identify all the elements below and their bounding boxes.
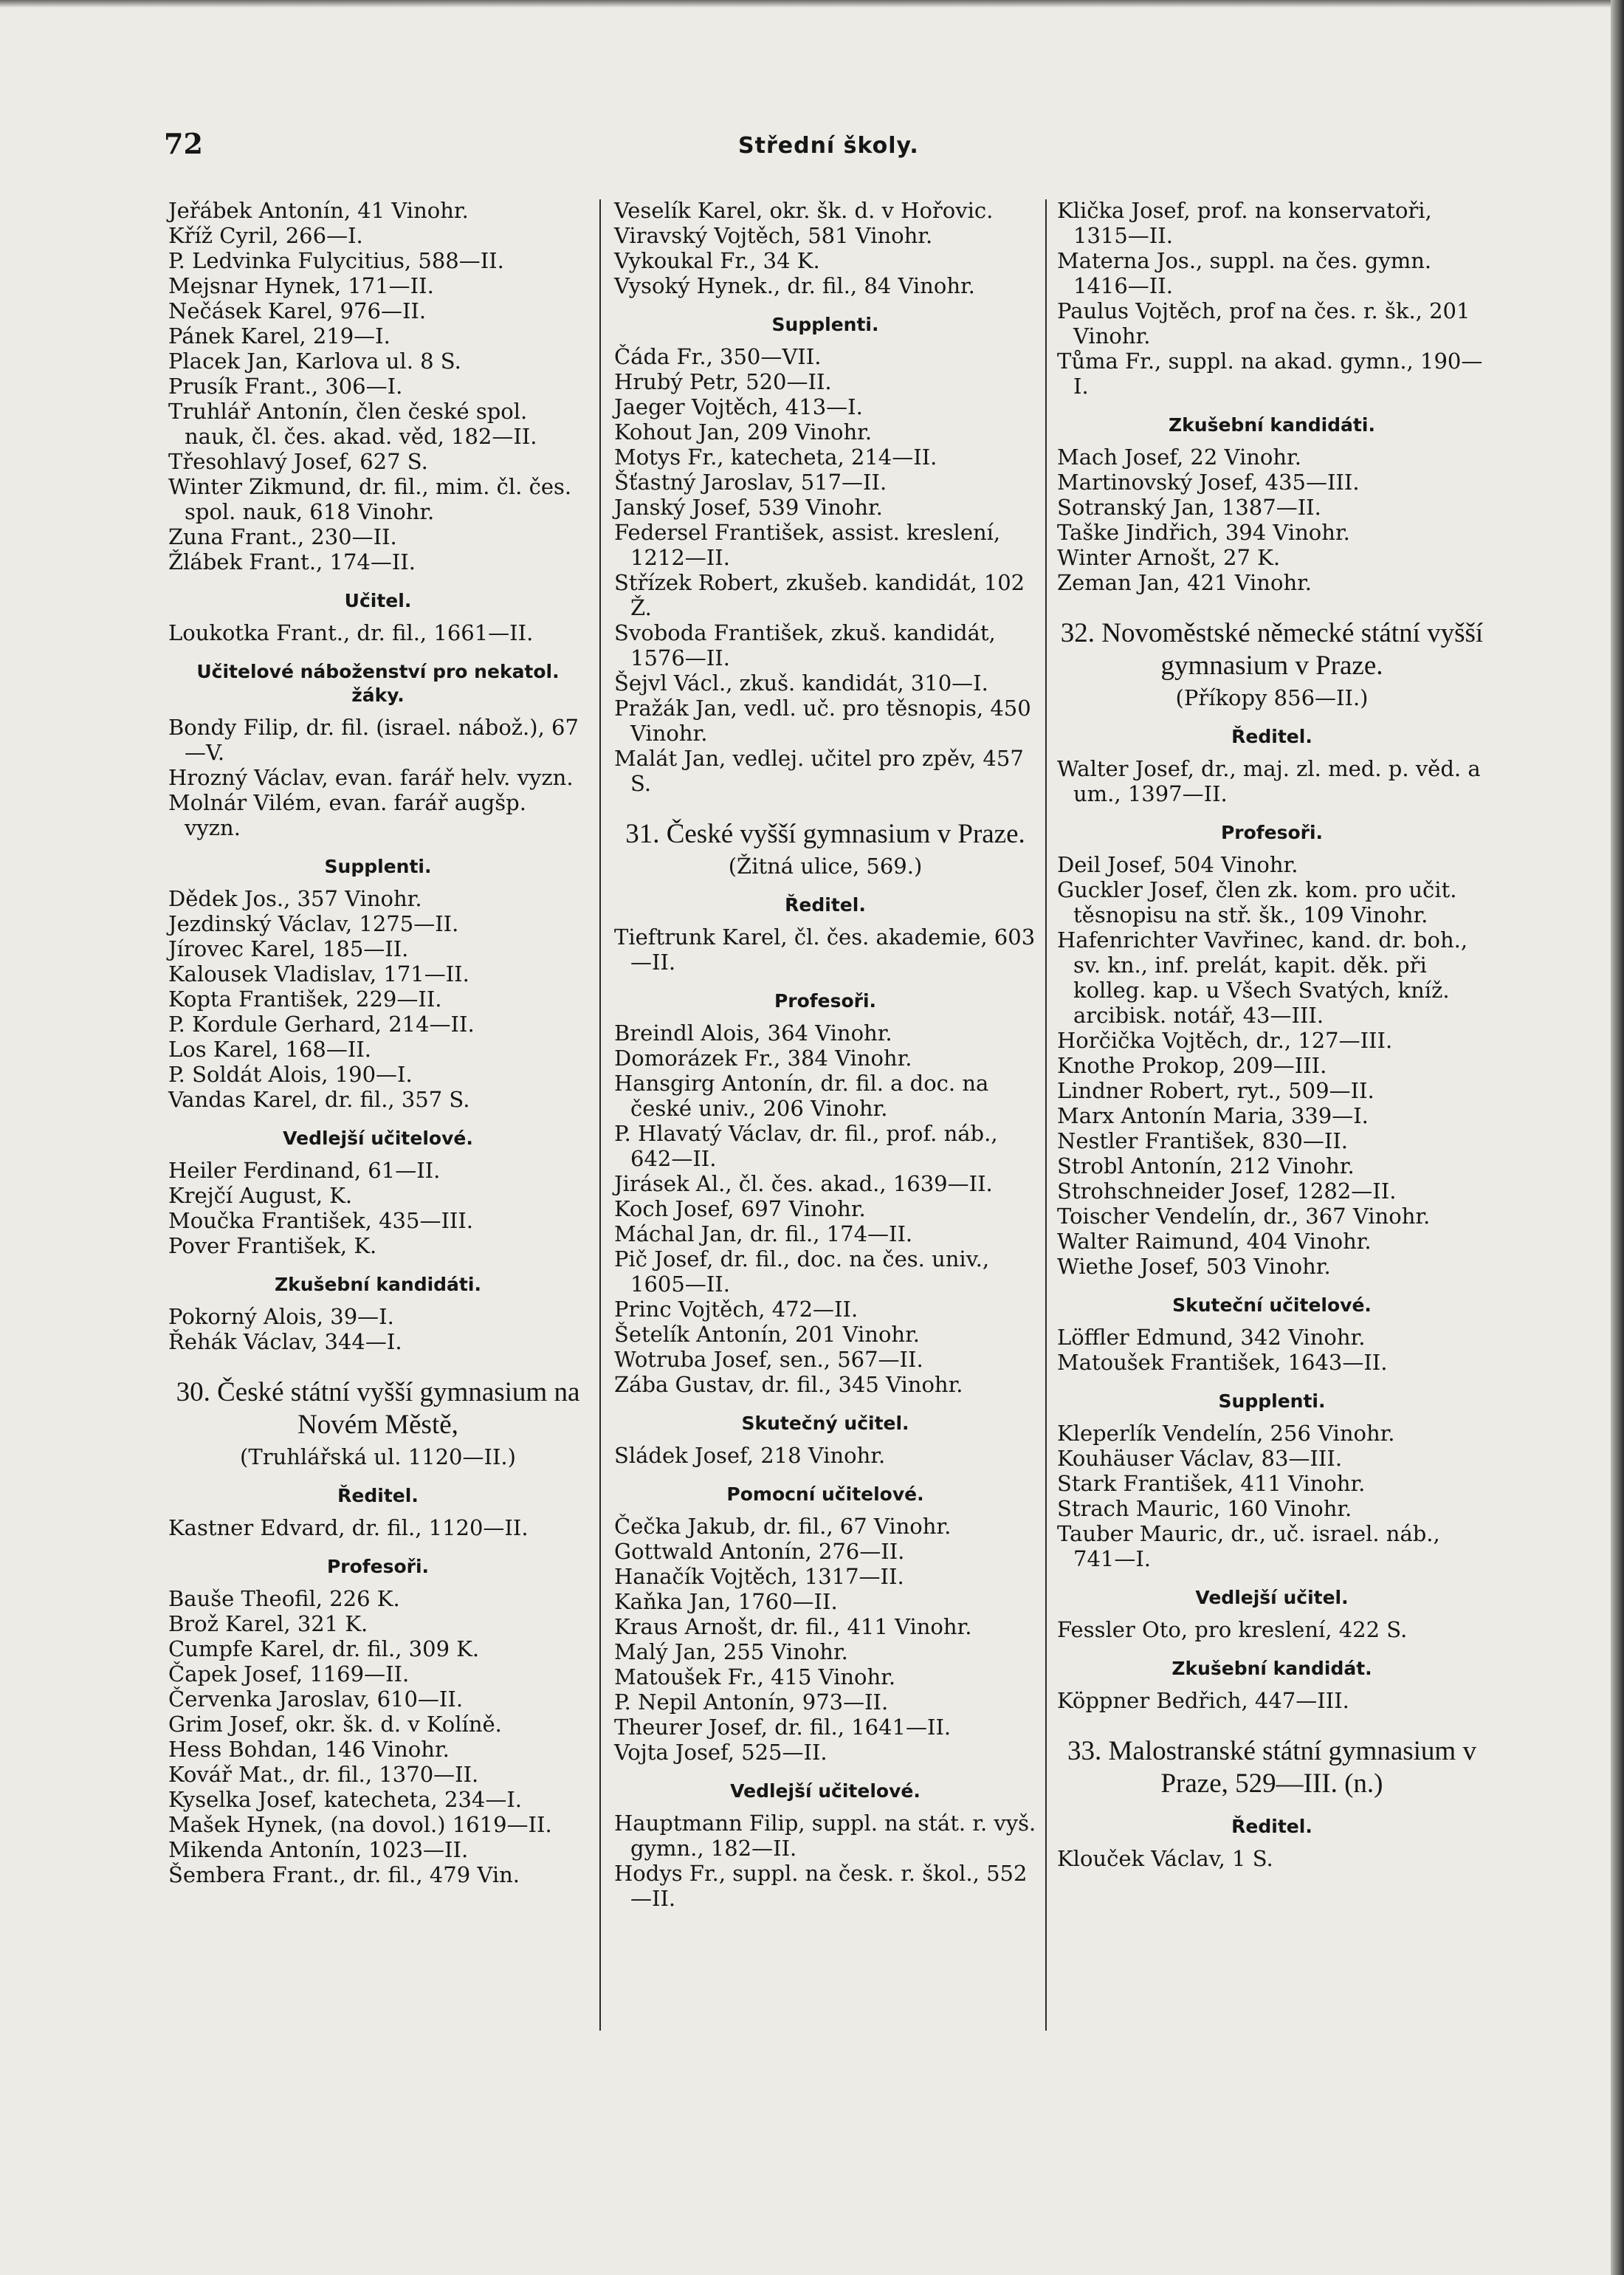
directory-entry: Jírovec Karel, 185—II.	[168, 936, 409, 961]
section-subheading: Supplenti.	[324, 856, 432, 877]
directory-entry: Klouček Václav, 1 S.	[1057, 1846, 1273, 1871]
section-subheading: Supplenti.	[1218, 1390, 1326, 1412]
section-subheading: Zkušební kandidát.	[1171, 1658, 1372, 1679]
directory-entry: Paulus Vojtěch, prof na čes. r. šk., 201 Vinohr.	[1057, 298, 1470, 349]
directory-entry: Sotranský Jan, 1387—II.	[1057, 495, 1321, 520]
directory-entry: Stark František, 411 Vinohr.	[1057, 1471, 1366, 1496]
section-subheading: Supplenti.	[771, 314, 879, 335]
directory-entry: Walter Raimund, 404 Vinohr.	[1057, 1229, 1372, 1254]
directory-entry: Grim Josef, okr. šk. d. v Kolíně.	[168, 1712, 502, 1737]
directory-entry: Jirásek Al., čl. čes. akad., 1639—II.	[614, 1171, 993, 1196]
directory-entry: Hanačík Vojtěch, 1317—II.	[614, 1564, 904, 1589]
directory-entry: Čapek Josef, 1169—II.	[168, 1661, 410, 1686]
directory-entry: Kříž Cyril, 266—I.	[168, 223, 363, 248]
section-subheading: Učitel.	[344, 590, 412, 611]
school-address: (Žitná ulice, 569.)	[728, 854, 923, 879]
directory-entry: Walter Josef, dr., maj. zl. med. p. věd. a um., 1397—II.	[1057, 756, 1481, 806]
directory-entry: Hodys Fr., suppl. na česk. r. škol., 552—II.	[614, 1861, 1028, 1911]
directory-entry: Tauber Mauric, dr., uč. israel. náb., 741—I.	[1057, 1521, 1440, 1571]
directory-entry: Löffler Edmund, 342 Vinohr.	[1057, 1325, 1366, 1350]
directory-entry: Mikenda Antonín, 1023—II.	[168, 1837, 469, 1862]
directory-entry: Červenka Jaroslav, 610—II.	[168, 1686, 464, 1712]
directory-entry: Horčička Vojtěch, dr., 127—III.	[1057, 1028, 1393, 1053]
directory-entry: Lindner Robert, ryt., 509—II.	[1057, 1078, 1374, 1103]
directory-entry: Knothe Prokop, 209—III.	[1057, 1053, 1327, 1078]
directory-entry: Martinovský Josef, 435—III.	[1057, 470, 1360, 495]
directory-entry: Matoušek Fr., 415 Vinohr.	[614, 1664, 896, 1689]
directory-entry: Fessler Oto, pro kreslení, 422 S.	[1057, 1617, 1408, 1642]
directory-entry: Toischer Vendelín, dr., 367 Vinohr.	[1057, 1204, 1431, 1229]
directory-entry: Placek Jan, Karlova ul. 8 S.	[168, 349, 461, 374]
directory-entry: Pánek Karel, 219—I.	[168, 323, 390, 349]
directory-entry: P. Ledvinka Fulycitius, 588—II.	[168, 248, 504, 273]
directory-entry: Nestler František, 830—II.	[1057, 1128, 1349, 1153]
directory-entry: Klička Josef, prof. na konservatoři, 1315—II.	[1057, 198, 1432, 248]
school-address: (Příkopy 856—II.)	[1175, 685, 1369, 710]
school-heading: 33. Malostranské státní gymnasium v Praze, 529—III. (n.)	[1067, 1736, 1476, 1799]
directory-entry: P. Kordule Gerhard, 214—II.	[168, 1012, 475, 1037]
directory-entry: Kovář Mat., dr. fil., 1370—II.	[168, 1762, 479, 1787]
directory-entry: Molnár Vilém, evan. farář augšp. vyzn.	[168, 790, 526, 840]
directory-entry: Kouhäuser Václav, 83—III.	[1057, 1446, 1343, 1471]
directory-entry: Šejvl Václ., zkuš. kandidát, 310—I.	[614, 670, 988, 696]
directory-entry: Kohout Jan, 209 Vinohr.	[614, 419, 873, 445]
directory-entry: Kastner Edvard, dr. fil., 1120—II.	[168, 1515, 529, 1540]
directory-entry: Gottwald Antonín, 276—II.	[614, 1539, 905, 1564]
directory-entry: Malát Jan, vedlej. učitel pro zpěv, 457 S.	[614, 746, 1024, 796]
directory-entry: Kraus Arnošt, dr. fil., 411 Vinohr.	[614, 1614, 972, 1639]
directory-entry: Žlábek Frant., 174—II.	[168, 549, 416, 574]
directory-entry: P. Nepil Antonín, 973—II.	[614, 1689, 889, 1715]
section-subheading: Profesoři.	[326, 1556, 430, 1577]
directory-entry: Koch Josef, 697 Vinohr.	[614, 1196, 866, 1221]
section-subheading: Skuteční učitelové.	[1172, 1294, 1372, 1316]
directory-entry: Deil Josef, 504 Vinohr.	[1057, 852, 1298, 877]
directory-entry: Hansgirg Antonín, dr. fil. a doc. na české univ., 206 Vinohr.	[614, 1071, 989, 1121]
directory-entry: Jaeger Vojtěch, 413—I.	[614, 394, 863, 419]
school-heading: 32. Novoměstské německé státní vyšší gymnasium v Praze.	[1060, 618, 1484, 681]
directory-entry: Třesohlavý Josef, 627 S.	[168, 449, 428, 474]
directory-entry: Vandas Karel, dr. fil., 357 S.	[168, 1087, 470, 1112]
section-subheading: Ředitel.	[1231, 1816, 1312, 1837]
directory-entry: Střízek Robert, zkušeb. kandidát, 102 Ž.	[614, 570, 1025, 620]
directory-entry: Veselík Karel, okr. šk. d. v Hořovic.	[614, 198, 994, 223]
directory-entry: Bauše Theofil, 226 K.	[168, 1586, 400, 1611]
section-subheading: Ředitel.	[1231, 726, 1312, 747]
directory-entry: Köppner Bedřich, 447—III.	[1057, 1688, 1349, 1713]
directory-entry: Viravský Vojtěch, 581 Vinohr.	[614, 223, 933, 248]
directory-entry: Theurer Josef, dr. fil., 1641—II.	[614, 1715, 952, 1740]
directory-entry: Taške Jindřich, 394 Vinohr.	[1057, 520, 1350, 545]
running-header: Střední školy.	[738, 133, 919, 159]
directory-entry: Strach Mauric, 160 Vinohr.	[1057, 1496, 1352, 1521]
directory-entry: Máchal Jan, dr. fil., 174—II.	[614, 1221, 913, 1246]
directory-entry: Princ Vojtěch, 472—II.	[614, 1297, 859, 1322]
directory-entry: Kopta František, 229—II.	[168, 986, 442, 1012]
school-heading: 30. České státní vyšší gymnasium na Novém Městě,	[176, 1377, 580, 1440]
section-subheading: Ředitel.	[785, 894, 866, 916]
directory-entry: Winter Arnošt, 27 K.	[1057, 545, 1281, 570]
scan-edge-top	[0, 0, 1624, 7]
directory-entry: Sládek Josef, 218 Vinohr.	[614, 1443, 886, 1468]
directory-entry: Vykoukal Fr., 34 K.	[614, 248, 820, 273]
directory-entry: Dědek Jos., 357 Vinohr.	[168, 886, 422, 911]
directory-entry: Wotruba Josef, sen., 567—II.	[614, 1347, 923, 1372]
section-subheading: Učitelové náboženství pro nekatol. žáky.	[196, 661, 560, 706]
directory-entry: Strohschneider Josef, 1282—II.	[1057, 1178, 1397, 1204]
directory-entry: Jeřábek Antonín, 41 Vinohr.	[168, 198, 469, 223]
section-subheading: Skutečný učitel.	[741, 1413, 909, 1434]
directory-entry: Hess Bohdan, 146 Vinohr.	[168, 1737, 450, 1762]
directory-entry: Pover František, K.	[168, 1233, 377, 1258]
directory-entry: Motys Fr., katecheta, 214—II.	[614, 445, 937, 470]
directory-entry: Domorázek Fr., 384 Vinohr.	[614, 1046, 912, 1071]
directory-entry: Pokorný Alois, 39—I.	[168, 1304, 394, 1329]
directory-entry: Cumpfe Karel, dr. fil., 309 K.	[168, 1636, 480, 1661]
directory-entry: Kalousek Vladislav, 171—II.	[168, 961, 469, 986]
directory-entry: Wiethe Josef, 503 Vinohr.	[1057, 1254, 1331, 1279]
directory-entry: Los Karel, 168—II.	[168, 1037, 371, 1062]
directory-entry: Šťastný Jaroslav, 517—II.	[614, 470, 887, 495]
section-subheading: Ředitel.	[337, 1485, 419, 1506]
section-subheading: Pomocní učitelové.	[726, 1483, 924, 1505]
column-divider	[1045, 199, 1047, 2031]
directory-entry: Zába Gustav, dr. fil., 345 Vinohr.	[614, 1372, 963, 1397]
directory-entry: Tůma Fr., suppl. na akad. gymn., 190—I.	[1057, 349, 1483, 399]
directory-entry: Jezdinský Václav, 1275—II.	[168, 911, 459, 936]
directory-entry: Šetelík Antonín, 201 Vinohr.	[614, 1322, 920, 1347]
directory-entry: Strobl Antonín, 212 Vinohr.	[1057, 1153, 1355, 1178]
directory-entry: Prusík Frant., 306—I.	[168, 374, 403, 399]
directory-entry: Matoušek František, 1643—II.	[1057, 1350, 1388, 1375]
directory-entry: Bondy Filip, dr. fil. (israel. nábož.), 67—V.	[168, 715, 579, 765]
column-divider	[599, 199, 601, 2031]
directory-entry: Vojta Josef, 525—II.	[614, 1740, 828, 1765]
directory-entry: Winter Zikmund, dr. fil., mim. čl. čes. spol. nauk, 618 Vinohr.	[168, 474, 572, 524]
directory-entry: Hrubý Petr, 520—II.	[614, 369, 832, 394]
section-subheading: Vedlejší učitelové.	[730, 1780, 921, 1802]
directory-entry: Čáda Fr., 350—VII.	[614, 344, 822, 369]
directory-entry: Zeman Jan, 421 Vinohr.	[1057, 570, 1312, 595]
school-heading: 31. České vyšší gymnasium v Praze.	[625, 819, 1025, 849]
directory-entry: Truhlář Antonín, člen české spol. nauk, čl. čes. akad. věd, 182—II.	[168, 399, 537, 449]
directory-entry: Heiler Ferdinand, 61—II.	[168, 1158, 441, 1183]
directory-entry: Svoboda František, zkuš. kandidát, 1576—II.	[614, 620, 996, 670]
directory-entry: Šembera Frant., dr. fil., 479 Vin.	[168, 1862, 520, 1887]
section-subheading: Vedlejší učitel.	[1195, 1587, 1349, 1608]
scan-edge-right	[1611, 0, 1624, 2275]
section-subheading: Zkušební kandidáti.	[275, 1274, 481, 1295]
directory-entry: Brož Karel, 321 K.	[168, 1611, 368, 1636]
directory-entry: Kaňka Jan, 1760—II.	[614, 1589, 838, 1614]
directory-entry: Čečka Jakub, dr. fil., 67 Vinohr.	[614, 1514, 952, 1539]
school-address: (Truhlářská ul. 1120—II.)	[240, 1444, 516, 1469]
directory-entry: Hauptmann Filip, suppl. na stát. r. vyš. gymn., 182—II.	[614, 1811, 1036, 1861]
directory-entry: Krejčí August, K.	[168, 1183, 353, 1208]
page-number: 72	[164, 127, 203, 160]
column-middle	[614, 198, 1036, 1911]
directory-entry: Kleperlík Vendelín, 256 Vinohr.	[1057, 1421, 1395, 1446]
directory-entry: Malý Jan, 255 Vinohr.	[614, 1639, 848, 1664]
directory-entry: Moučka František, 435—III.	[168, 1208, 474, 1233]
directory-entry: Marx Antonín Maria, 339—I.	[1057, 1103, 1369, 1128]
directory-entry: Janský Josef, 539 Vinohr.	[614, 495, 883, 520]
section-subheading: Profesoři.	[1220, 822, 1324, 843]
column-left	[168, 198, 588, 1887]
directory-entry: Tieftrunk Karel, čl. čes. akademie, 603—II.	[614, 924, 1036, 975]
directory-entry: Zuna Frant., 230—II.	[168, 524, 397, 549]
directory-entry: Hrozný Václav, evan. farář helv. vyzn.	[168, 765, 574, 790]
section-subheading: Vedlejší učitelové.	[283, 1128, 473, 1149]
section-subheading: Zkušební kandidáti.	[1169, 414, 1375, 436]
directory-entry: Federsel František, assist. kreslení, 1212—II.	[614, 520, 1001, 570]
directory-entry: Nečásek Karel, 976—II.	[168, 298, 427, 323]
section-subheading: Profesoři.	[774, 990, 877, 1012]
directory-entry: Pražák Jan, vedl. uč. pro těsnopis, 450 Vinohr.	[614, 696, 1031, 746]
directory-entry: Materna Jos., suppl. na čes. gymn. 1416—II.	[1057, 248, 1432, 298]
directory-entry: Mašek Hynek, (na dovol.) 1619—II.	[168, 1812, 552, 1837]
directory-entry: Vysoký Hynek., dr. fil., 84 Vinohr.	[614, 273, 975, 298]
directory-entry: Guckler Josef, člen zk. kom. pro učit. těsnopisu na stř. šk., 109 Vinohr.	[1057, 877, 1457, 927]
directory-entry: Mejsnar Hynek, 171—II.	[168, 273, 434, 298]
directory-entry: Hafenrichter Vavřinec, kand. dr. boh., sv. kn., inf. prelát, kapit. děk. při kolleg. kap. u Všech Svatých, kníž. arcibisk. notář, 43—III.	[1057, 927, 1468, 1028]
directory-entry: Řehák Václav, 344—I.	[168, 1329, 402, 1354]
directory-entry: Loukotka Frant., dr. fil., 1661—II.	[168, 620, 534, 645]
directory-entry: Kyselka Josef, katecheta, 234—I.	[168, 1787, 523, 1812]
directory-entry: Breindl Alois, 364 Vinohr.	[614, 1020, 892, 1046]
directory-entry: P. Hlavatý Václav, dr. fil., prof. náb., 642—II.	[614, 1121, 998, 1171]
column-right	[1057, 198, 1487, 1871]
directory-entry: Mach Josef, 22 Vinohr.	[1057, 445, 1301, 470]
directory-entry: Pič Josef, dr. fil., doc. na čes. univ., 1605—II.	[614, 1246, 990, 1297]
directory-entry: P. Soldát Alois, 190—I.	[168, 1062, 413, 1087]
